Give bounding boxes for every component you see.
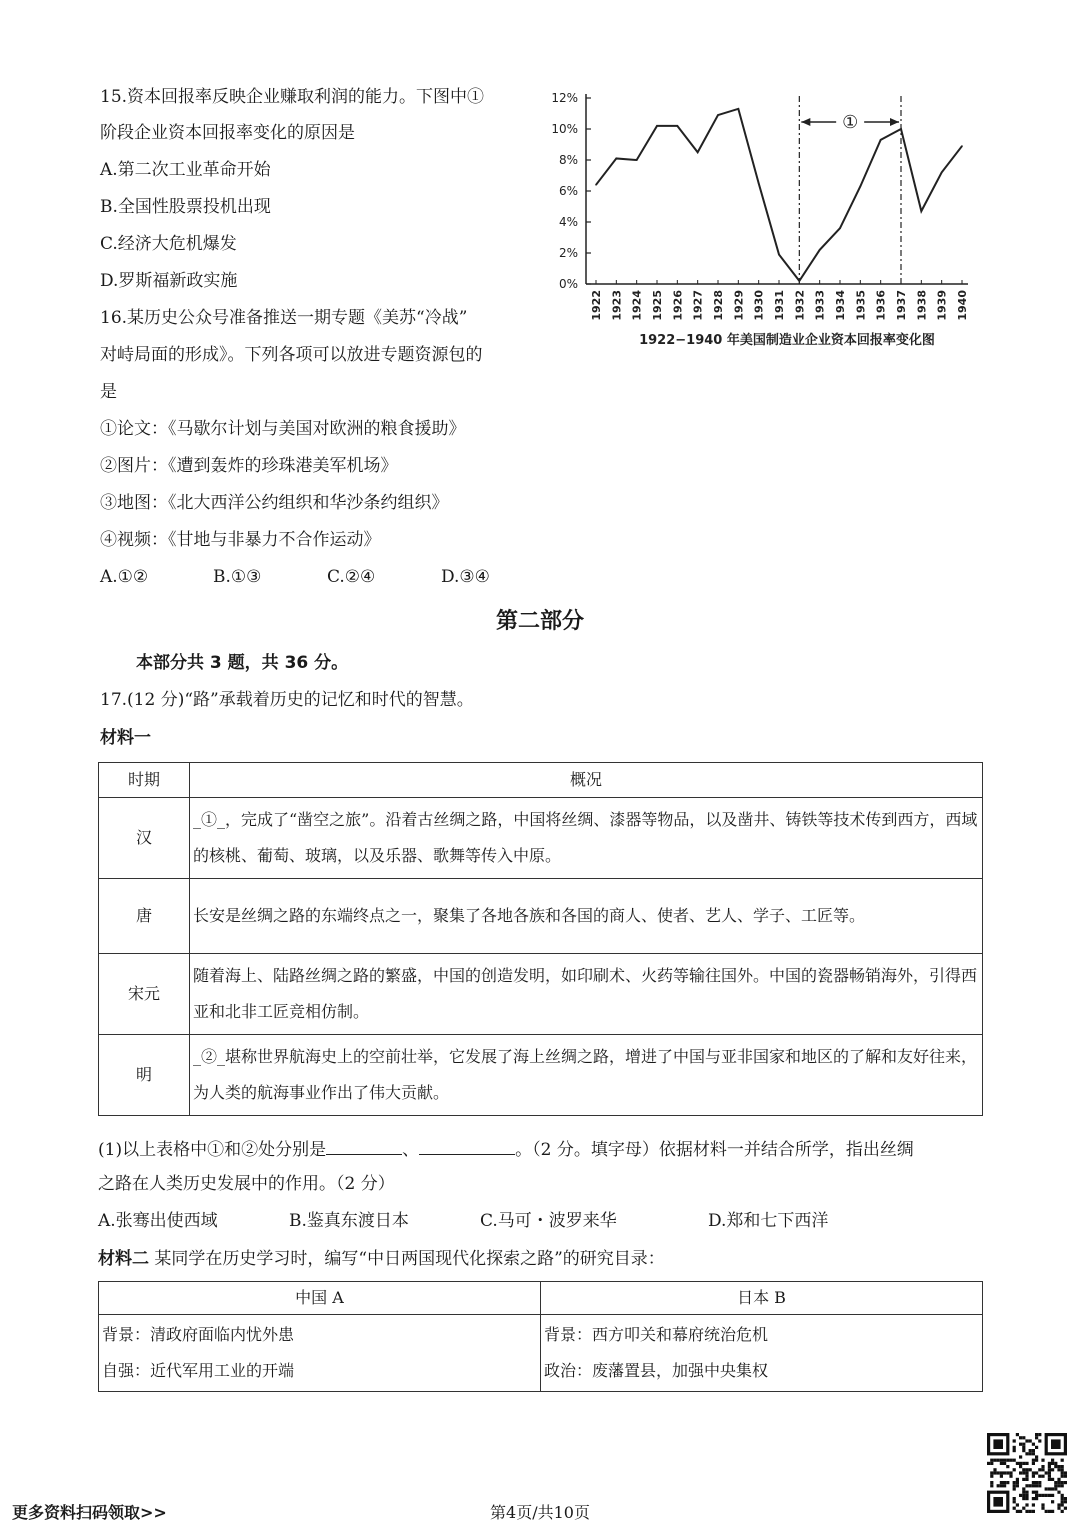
- q16-option-b: B.①③: [213, 567, 262, 587]
- data-point: [921, 210, 923, 212]
- q15-option-b: B.全国性股票投机出现: [100, 197, 271, 217]
- y-tick-label: 2%: [558, 246, 578, 260]
- material2-table: [98, 1281, 983, 1392]
- table1-summary-cell: _①_，完成了“凿空之旅”。沿着古丝绸之路，中国将丝绸、漆器等物品，以及凿井、铸铁等技术传到西方，西域的核桃、葡萄、玻璃，以及乐器、歌舞等传入中原。: [190, 798, 983, 879]
- x-tick-label: 1936: [874, 290, 888, 321]
- data-point: [738, 108, 740, 110]
- x-tick-label: 1922: [590, 290, 603, 321]
- material2-line: [98, 1248, 665, 1270]
- table-row: [99, 798, 983, 879]
- data-point: [860, 186, 862, 188]
- table1-summary-cell: _②_堪称世界航海史上的空前壮举，它发展了海上丝绸之路，增进了中国与亚非国家和地区的了解和友好往来，为人类的航海事业作出了伟大贡献。: [190, 1035, 983, 1116]
- x-tick-label: 1940: [956, 290, 969, 321]
- x-tick-label: 1938: [915, 290, 929, 321]
- part2-intro: 本部分共 3 题，共 36 分。: [136, 653, 349, 673]
- data-point: [961, 145, 963, 147]
- table2-japan-cell: [541, 1315, 983, 1392]
- data-point: [941, 172, 943, 174]
- q16-stem-line1: 16.某历史公众号准备推送一期专题《美苏“冷战”: [100, 308, 468, 328]
- x-tick-label: 1935: [854, 290, 868, 321]
- y-tick-label: 4%: [558, 215, 578, 229]
- data-point: [656, 125, 658, 127]
- x-tick-label: 1929: [732, 290, 746, 321]
- q16-item-2: ②图片：《遭到轰炸的珍珠港美军机场》: [100, 456, 398, 476]
- data-point: [616, 158, 618, 160]
- annotation-arrowhead-left: [801, 118, 810, 126]
- table-row: [99, 1035, 983, 1116]
- table1-period-cell: 唐: [99, 879, 190, 954]
- x-tick-label: 1932: [793, 290, 807, 321]
- x-tick-label: 1927: [691, 290, 705, 321]
- table2-japan-line: 背景：西方叩关和幕府统治危机: [544, 1325, 769, 1344]
- x-tick-label: 1931: [773, 290, 786, 321]
- data-point: [880, 139, 882, 141]
- data-point: [758, 182, 760, 184]
- footer-scan-prompt: 更多资料扫码领取>>: [12, 1503, 167, 1522]
- annotation-label: ①: [842, 112, 859, 133]
- table2-china-line: 背景：清政府面临内忧外患: [102, 1325, 295, 1344]
- q17-option-a: A.张骞出使西域: [98, 1211, 218, 1231]
- x-tick-label: 1926: [671, 290, 685, 321]
- y-tick-label: 6%: [558, 184, 578, 198]
- table1-period-cell: 宋元: [99, 954, 190, 1035]
- table2-japan-line: 政治：废藩置县，加强中央集权: [544, 1361, 769, 1380]
- q17-sub1-text-b: 。（2 分。填字母）依据材料一并结合所学，指出丝绸: [515, 1140, 914, 1160]
- q16-stem-line3: 是: [100, 382, 117, 402]
- x-tick-label: 1924: [630, 290, 644, 321]
- x-tick-label: 1930: [752, 290, 766, 321]
- q17-option-c: C.马可・波罗来华: [480, 1211, 617, 1231]
- table1-summary-cell: 随着海上、陆路丝绸之路的繁盛，中国的创造发明，如印刷术、火药等输往国外。中国的瓷器畅销海外，引得西亚和北非工匠竞相仿制。: [190, 954, 983, 1035]
- x-tick-label: 1928: [712, 290, 725, 321]
- q17-sub1-line2: 之路在人类历史发展中的作用。（2 分）: [98, 1174, 395, 1194]
- page-number: 第4页/共10页: [490, 1503, 590, 1522]
- q16-option-a: A.①②: [100, 567, 149, 587]
- data-point: [839, 227, 841, 229]
- data-point: [677, 125, 679, 127]
- x-tick-label: 1934: [834, 290, 847, 321]
- table1-header-summary: 概况: [190, 763, 983, 798]
- answer-blank-1[interactable]: [326, 1137, 402, 1155]
- data-point: [778, 254, 780, 256]
- table2-china-line: 自强：近代军用工业的开端: [102, 1361, 295, 1380]
- y-tick-label: 0%: [558, 277, 578, 291]
- material1-table: [98, 762, 983, 1116]
- x-tick-label: 1923: [610, 290, 624, 321]
- q17-sub1-text-a: (1)以上表格中①和②处分别是: [98, 1140, 327, 1160]
- q15-stem-line1: 15.资本回报率反映企业赚取利润的能力。下图中①: [100, 87, 485, 107]
- data-point: [697, 151, 699, 153]
- roi-line-chart: [540, 84, 990, 354]
- q16-item-1: ①论文：《马歇尔计划与美国对欧洲的粮食援助》: [100, 419, 466, 439]
- q15-stem-line2: 阶段企业资本回报率变化的原因是: [100, 123, 355, 143]
- x-tick-label: 1925: [651, 290, 664, 321]
- q16-option-d: D.③④: [441, 567, 490, 587]
- material2-label: 材料二: [98, 1249, 149, 1269]
- q17-sub1-sep: 、: [402, 1140, 420, 1160]
- q17-stem: 17.(12 分)“路”承载着历史的记忆和时代的智慧。: [100, 690, 474, 710]
- data-point: [595, 184, 597, 186]
- q16-option-c: C.②④: [327, 567, 376, 587]
- q16-stem-line2: 对峙局面的形成》。下列各项可以放进专题资源包的: [100, 345, 483, 365]
- q15-option-d: D.罗斯福新政实施: [100, 271, 238, 291]
- x-tick-label: 1939: [935, 290, 949, 321]
- table1-summary-cell: 长安是丝绸之路的东端终点之一，聚集了各地各族和各国的商人、使者、艺人、学子、工匠等。: [190, 879, 983, 954]
- table2-header-china: 中国 A: [99, 1282, 541, 1315]
- y-tick-label: 10%: [551, 122, 578, 136]
- material1-label: 材料一: [100, 728, 151, 748]
- q16-item-4: ④视频：《甘地与非暴力不合作运动》: [100, 530, 381, 550]
- q15-option-a: A.第二次工业革命开始: [100, 160, 271, 180]
- table-row: [99, 1315, 983, 1392]
- x-tick-label: 1937: [895, 290, 908, 321]
- table1-header-period: 时期: [99, 763, 190, 798]
- table2-header-japan: 日本 B: [541, 1282, 983, 1315]
- q16-item-3: ③地图：《北大西洋公约组织和华沙条约组织》: [100, 493, 449, 513]
- table-row: [99, 954, 983, 1035]
- table2-china-cell: [99, 1315, 541, 1392]
- table1-period-cell: 明: [99, 1035, 190, 1116]
- x-tick-label: 1933: [813, 290, 827, 321]
- answer-blank-2[interactable]: [419, 1137, 515, 1155]
- data-point: [636, 159, 638, 161]
- chart-title: 1922−1940 年美国制造业企业资本回报率变化图: [639, 333, 935, 348]
- table-row: [99, 879, 983, 954]
- table1-period-cell: 汉: [99, 798, 190, 879]
- data-point: [717, 114, 719, 116]
- data-point: [819, 249, 821, 251]
- part2-heading: 第二部分: [495, 609, 584, 634]
- q17-sub1-line1: [98, 1137, 914, 1161]
- y-tick-label: 8%: [558, 153, 578, 167]
- y-tick-label: 12%: [551, 91, 578, 105]
- q17-option-b: B.鉴真东渡日本: [289, 1211, 409, 1231]
- material2-text: 某同学在历史学习时，编写“中日两国现代化探索之路”的研究目录：: [154, 1249, 665, 1269]
- annotation-arrowhead-right: [890, 118, 899, 126]
- q17-option-d: D.郑和七下西洋: [708, 1211, 829, 1231]
- q15-option-c: C.经济大危机爆发: [100, 234, 237, 254]
